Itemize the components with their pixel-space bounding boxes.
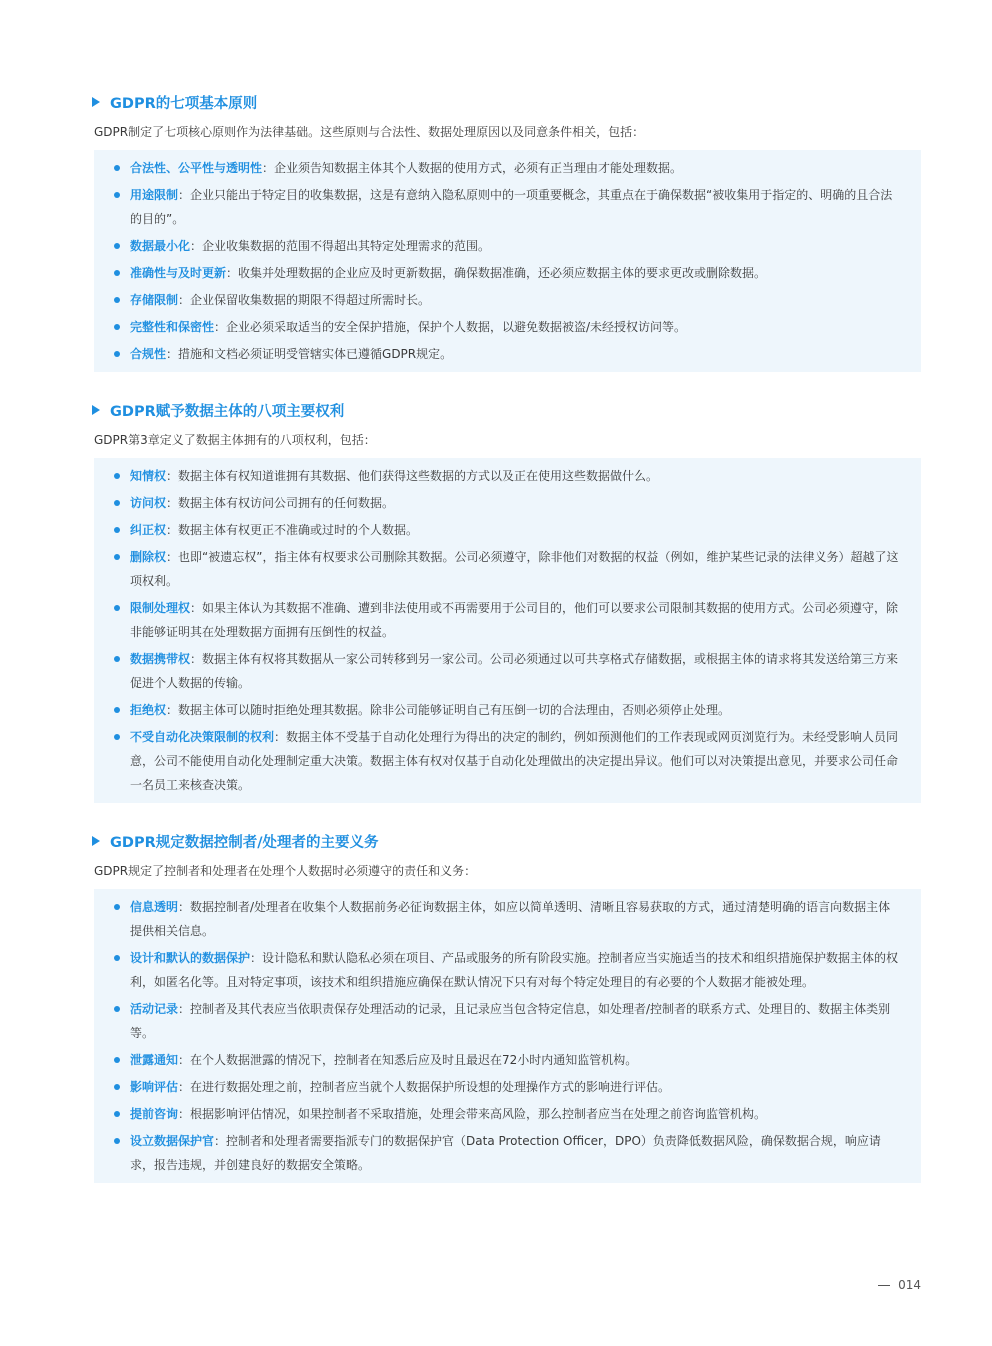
section-rights (94, 399, 921, 803)
section-intro: GDPR规定了控制者和处理者在处理个人数据时必须遵守的责任和义务： (94, 864, 477, 878)
bullet-dot-icon (114, 165, 120, 171)
triangle-bullet-icon (92, 97, 100, 107)
bullet-dot-icon (114, 243, 120, 249)
list-item (110, 288, 899, 312)
item-text: ：控制者及其代表应当依职责保存处理活动的记录，且记录应当包含特定信息，如处理者/控制者的联系方式、处理目的、数据主体类别等。 (130, 1002, 891, 1040)
item-term: 数据携带权 (130, 652, 191, 666)
item-text: ：措施和文档必须证明受管辖实体已遵循GDPR规定。 (166, 347, 453, 361)
rights-list (94, 458, 921, 803)
item-text: ：根据影响评估情况，如果控制者不采取措施，处理会带来高风险，那么控制者应当在处理之前咨询监管机构。 (178, 1107, 767, 1121)
item-text: ：数据主体有权更正不准确或过时的个人数据。 (166, 523, 419, 537)
bullet-dot-icon (114, 473, 120, 479)
item-term: 提前咨询 (130, 1107, 179, 1121)
item-term: 用途限制 (130, 188, 179, 202)
item-text: ：企业必须采取适当的安全保护措施，保护个人数据，以避免数据被盗/未经授权访问等。 (214, 320, 687, 334)
list-item (110, 1129, 899, 1177)
item-term: 限制处理权 (130, 601, 191, 615)
page-number (878, 1278, 921, 1292)
section-title: GDPR的七项基本原则 (110, 95, 258, 112)
list-item (110, 545, 899, 593)
bullet-dot-icon (114, 500, 120, 506)
bullet-dot-icon (114, 955, 120, 961)
dash-divider (878, 1285, 890, 1286)
item-term: 纠正权 (130, 523, 167, 537)
section-obligations (94, 830, 921, 1183)
item-text: ：数据主体有权访问公司拥有的任何数据。 (166, 496, 395, 510)
list-item (110, 1075, 899, 1099)
list-item (110, 647, 899, 695)
list-item (110, 1048, 899, 1072)
list-item (110, 596, 899, 644)
item-term: 知情权 (130, 469, 167, 483)
item-text: ：在个人数据泄露的情况下，控制者在知悉后应及时且最迟在72小时内通知监管机构。 (178, 1053, 638, 1067)
list-item (110, 946, 899, 994)
item-term: 准确性与及时更新 (130, 266, 227, 280)
item-text: ：如果主体认为其数据不准确、遭到非法使用或不再需要用于公司目的，他们可以要求公司限制其数据的使用方式。公司必须遵守，除非能够证明其在处理数据方面拥有压倒性的权益。 (130, 601, 899, 639)
bullet-dot-icon (114, 734, 120, 740)
section-title: GDPR赋予数据主体的八项主要权利 (110, 403, 345, 420)
section-principles (94, 91, 921, 372)
list-item (110, 491, 899, 515)
item-text: ：数据主体有权将其数据从一家公司转移到另一家公司。公司必须通过以可共享格式存储数据，或根据主体的请求将其发送给第三方来促进个人数据的传输。 (130, 652, 899, 690)
item-term: 合规性 (130, 347, 167, 361)
item-text: ：在进行数据处理之前，控制者应当就个人数据保护所设想的处理操作方式的影响进行评估。 (178, 1080, 671, 1094)
list-item (110, 698, 899, 722)
item-text: ：数据主体有权知道谁拥有其数据、他们获得这些数据的方式以及正在使用这些数据做什么。 (166, 469, 659, 483)
item-term: 存储限制 (130, 293, 179, 307)
item-text: ：企业只能出于特定目的收集数据，这是有意纳入隐私原则中的一项重要概念，其重点在于确保数据“被收集用于指定的、明确的且合法的目的”。 (130, 188, 893, 226)
item-text: ：控制者和处理者需要指派专门的数据保护官（Data Protection Officer，DPO）负责降低数据风险，确保数据合规，响应请求，报告违规，并创建良好的数据安全策略。 (130, 1134, 881, 1172)
item-term: 删除权 (130, 550, 167, 564)
item-text: ：数据控制者/处理者在收集个人数据前务必征询数据主体，如应以简单透明、清晰且容易获取的方式，通过清楚明确的语言向数据主体提供相关信息。 (130, 900, 891, 938)
item-term: 合法性、公平性与透明性 (130, 161, 263, 175)
item-term: 设立数据保护官 (130, 1134, 215, 1148)
item-text: ：也即“被遗忘权”，指主体有权要求公司删除其数据。公司必须遵守，除非他们对数据的权益（例如，维护某些记录的法律义务）超越了这项权利。 (130, 550, 899, 588)
list-item (110, 234, 899, 258)
section-heading (92, 91, 921, 113)
item-text: ：企业须告知数据主体其个人数据的使用方式，必须有正当理由才能处理数据。 (262, 161, 683, 175)
list-item (110, 261, 899, 285)
item-term: 拒绝权 (130, 703, 167, 717)
bullet-dot-icon (114, 297, 120, 303)
section-heading (92, 399, 921, 421)
item-text: ：设计隐私和默认隐私必须在项目、产品或服务的所有阶段实施。控制者应当实施适当的技术和组织措施保护数据主体的权利，如匿名化等。且对特定事项，该技术和组织措施应确保在默认情况下只有对每个特定处理目的有必要的个人数据才能被处理。 (130, 951, 899, 989)
item-term: 数据最小化 (130, 239, 191, 253)
item-text: ：收集并处理数据的企业应及时更新数据，确保数据准确，还必须应数据主体的要求更改或删除数据。 (226, 266, 767, 280)
section-heading (92, 830, 921, 852)
section-title: GDPR规定数据控制者/处理者的主要义务 (110, 834, 379, 851)
bullet-dot-icon (114, 527, 120, 533)
obligations-list (94, 889, 921, 1183)
page-number-text: 014 (898, 1278, 921, 1292)
bullet-dot-icon (114, 192, 120, 198)
list-item (110, 183, 899, 231)
item-term: 设计和默认的数据保护 (130, 951, 251, 965)
item-term: 活动记录 (130, 1002, 179, 1016)
item-term: 信息透明 (130, 900, 179, 914)
list-item (110, 1102, 899, 1126)
bullet-dot-icon (114, 1138, 120, 1144)
bullet-dot-icon (114, 554, 120, 560)
section-intro: GDPR制定了七项核心原则作为法律基础。这些原则与合法性、数据处理原因以及同意条件相关，包括： (94, 125, 645, 139)
bullet-dot-icon (114, 605, 120, 611)
item-term: 访问权 (130, 496, 167, 510)
bullet-dot-icon (114, 904, 120, 910)
item-text: ：企业收集数据的范围不得超出其特定处理需求的范围。 (190, 239, 491, 253)
bullet-dot-icon (114, 707, 120, 713)
item-text: ：企业保留收集数据的期限不得超过所需时长。 (178, 293, 431, 307)
item-term: 完整性和保密性 (130, 320, 215, 334)
item-term: 不受自动化决策限制的权利 (130, 730, 275, 744)
list-item (110, 315, 899, 339)
bullet-dot-icon (114, 656, 120, 662)
bullet-dot-icon (114, 1006, 120, 1012)
principles-list (94, 150, 921, 372)
bullet-dot-icon (114, 351, 120, 357)
bullet-dot-icon (114, 1111, 120, 1117)
bullet-dot-icon (114, 1084, 120, 1090)
list-item (110, 997, 899, 1045)
list-item (110, 725, 899, 797)
list-item (110, 895, 899, 943)
triangle-bullet-icon (92, 405, 100, 415)
list-item (110, 156, 899, 180)
triangle-bullet-icon (92, 836, 100, 846)
item-text: ：数据主体可以随时拒绝处理其数据。除非公司能够证明自己有压倒一切的合法理由，否则必须停止处理。 (166, 703, 731, 717)
list-item (110, 518, 899, 542)
list-item (110, 342, 899, 366)
bullet-dot-icon (114, 324, 120, 330)
bullet-dot-icon (114, 1057, 120, 1063)
item-term: 影响评估 (130, 1080, 179, 1094)
section-intro: GDPR第3章定义了数据主体拥有的八项权利，包括： (94, 433, 376, 447)
item-text: ：数据主体不受基于自动化处理行为得出的决定的制约，例如预测他们的工作表现或网页浏览行为。未经受影响人员同意，公司不能使用自动化处理制定重大决策。数据主体有权对仅基于自动化处理做出的决定提出异议。他们可以对决策提出意见，并要求公司任命一名员工来核查决策。 (130, 730, 899, 792)
list-item (110, 464, 899, 488)
bullet-dot-icon (114, 270, 120, 276)
item-term: 泄露通知 (130, 1053, 179, 1067)
